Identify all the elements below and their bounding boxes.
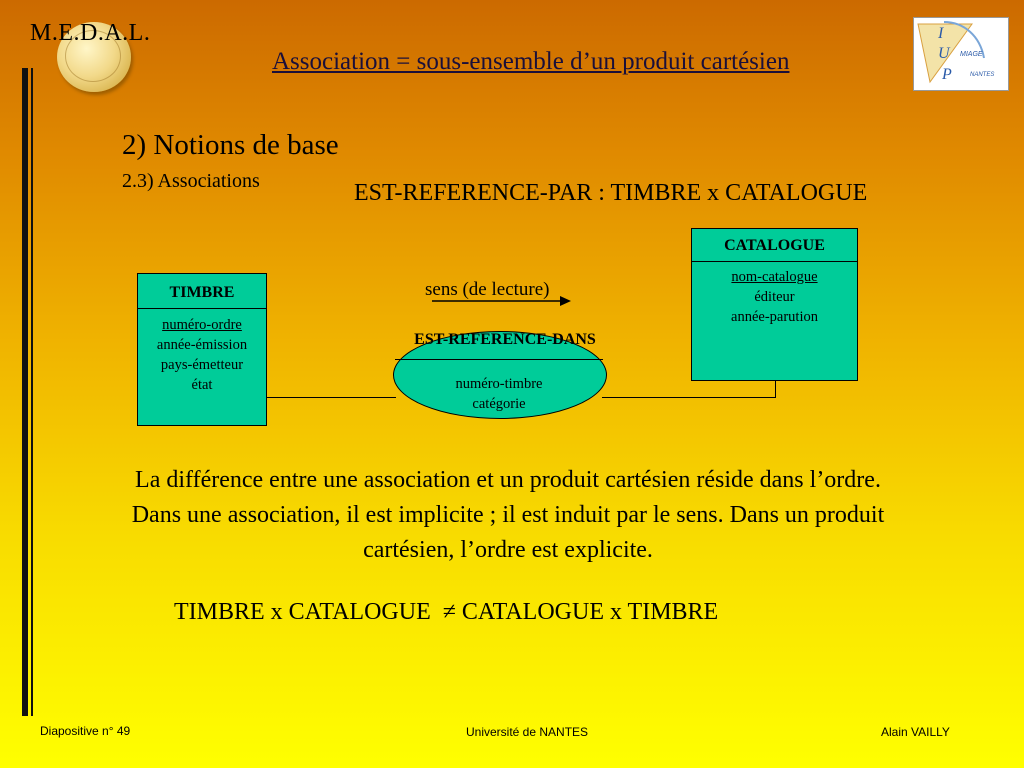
slide-title: Association = sous-ensemble d’un produit cartésien [272, 48, 790, 75]
logo-letter-i: I [938, 25, 944, 42]
explanation-paragraph: La différence entre une association et un produit cartésien réside dans l’ordre. Dans une association, il est implicite ; il est induit par le sens. Dans un produit cartésien, l’ordre est explicite. [131, 467, 885, 563]
link-line-catalogue-v [775, 379, 776, 398]
reading-direction-arrow-icon [432, 295, 572, 307]
entity-timbre-attr: état [191, 377, 213, 393]
link-line-timbre [266, 397, 396, 398]
not-equal-symbol: ≠ [442, 599, 456, 625]
entity-timbre-name: TIMBRE [169, 284, 235, 301]
association-divider [395, 359, 603, 360]
logo-miage-text: MIAGE [960, 51, 983, 58]
entity-timbre-attr: année-émission [156, 337, 248, 353]
association-definition: EST-REFERENCE-PAR : TIMBRE x CATALOGUE [354, 180, 868, 206]
association-attr: numéro-timbre [455, 376, 543, 392]
slide-number: Diapositive n° 49 [40, 724, 131, 738]
entity-timbre [137, 273, 267, 426]
inequality-statement [174, 599, 718, 626]
association-name: EST-REFERENCE-DANS [414, 331, 596, 348]
entity-catalogue [691, 228, 858, 381]
logo-letter-u: U [938, 45, 950, 62]
inequality-right: CATALOGUE x TIMBRE [461, 599, 719, 625]
association-attr: catégorie [472, 396, 526, 412]
iup-miage-logo [913, 17, 1009, 91]
brand-label: M.E.D.A.L. [30, 20, 151, 46]
footer-author: Alain VAILLY [881, 725, 950, 739]
section-subheading: 2.3) Associations [122, 170, 260, 192]
footer-university: Université de NANTES [466, 725, 589, 739]
entity-timbre-attr: pays-émetteur [160, 357, 244, 373]
entity-catalogue-attr: éditeur [754, 289, 795, 305]
left-bar-thin [31, 68, 33, 716]
entity-timbre-key: numéro-ordre [162, 317, 242, 333]
entity-catalogue-key: nom-catalogue [731, 269, 818, 285]
left-bar-thick [22, 68, 28, 716]
inequality-left: TIMBRE x CATALOGUE [174, 599, 431, 625]
association-attributes [393, 374, 605, 414]
reading-direction-label: sens (de lecture) [425, 279, 550, 300]
section-heading: 2) Notions de base [122, 129, 339, 161]
link-line-catalogue-h [602, 397, 776, 398]
entity-catalogue-attr: année-parution [731, 309, 818, 325]
entity-catalogue-name: CATALOGUE [724, 237, 825, 254]
logo-letter-p: P [942, 66, 952, 83]
logo-nantes-text: NANTES [970, 72, 995, 78]
